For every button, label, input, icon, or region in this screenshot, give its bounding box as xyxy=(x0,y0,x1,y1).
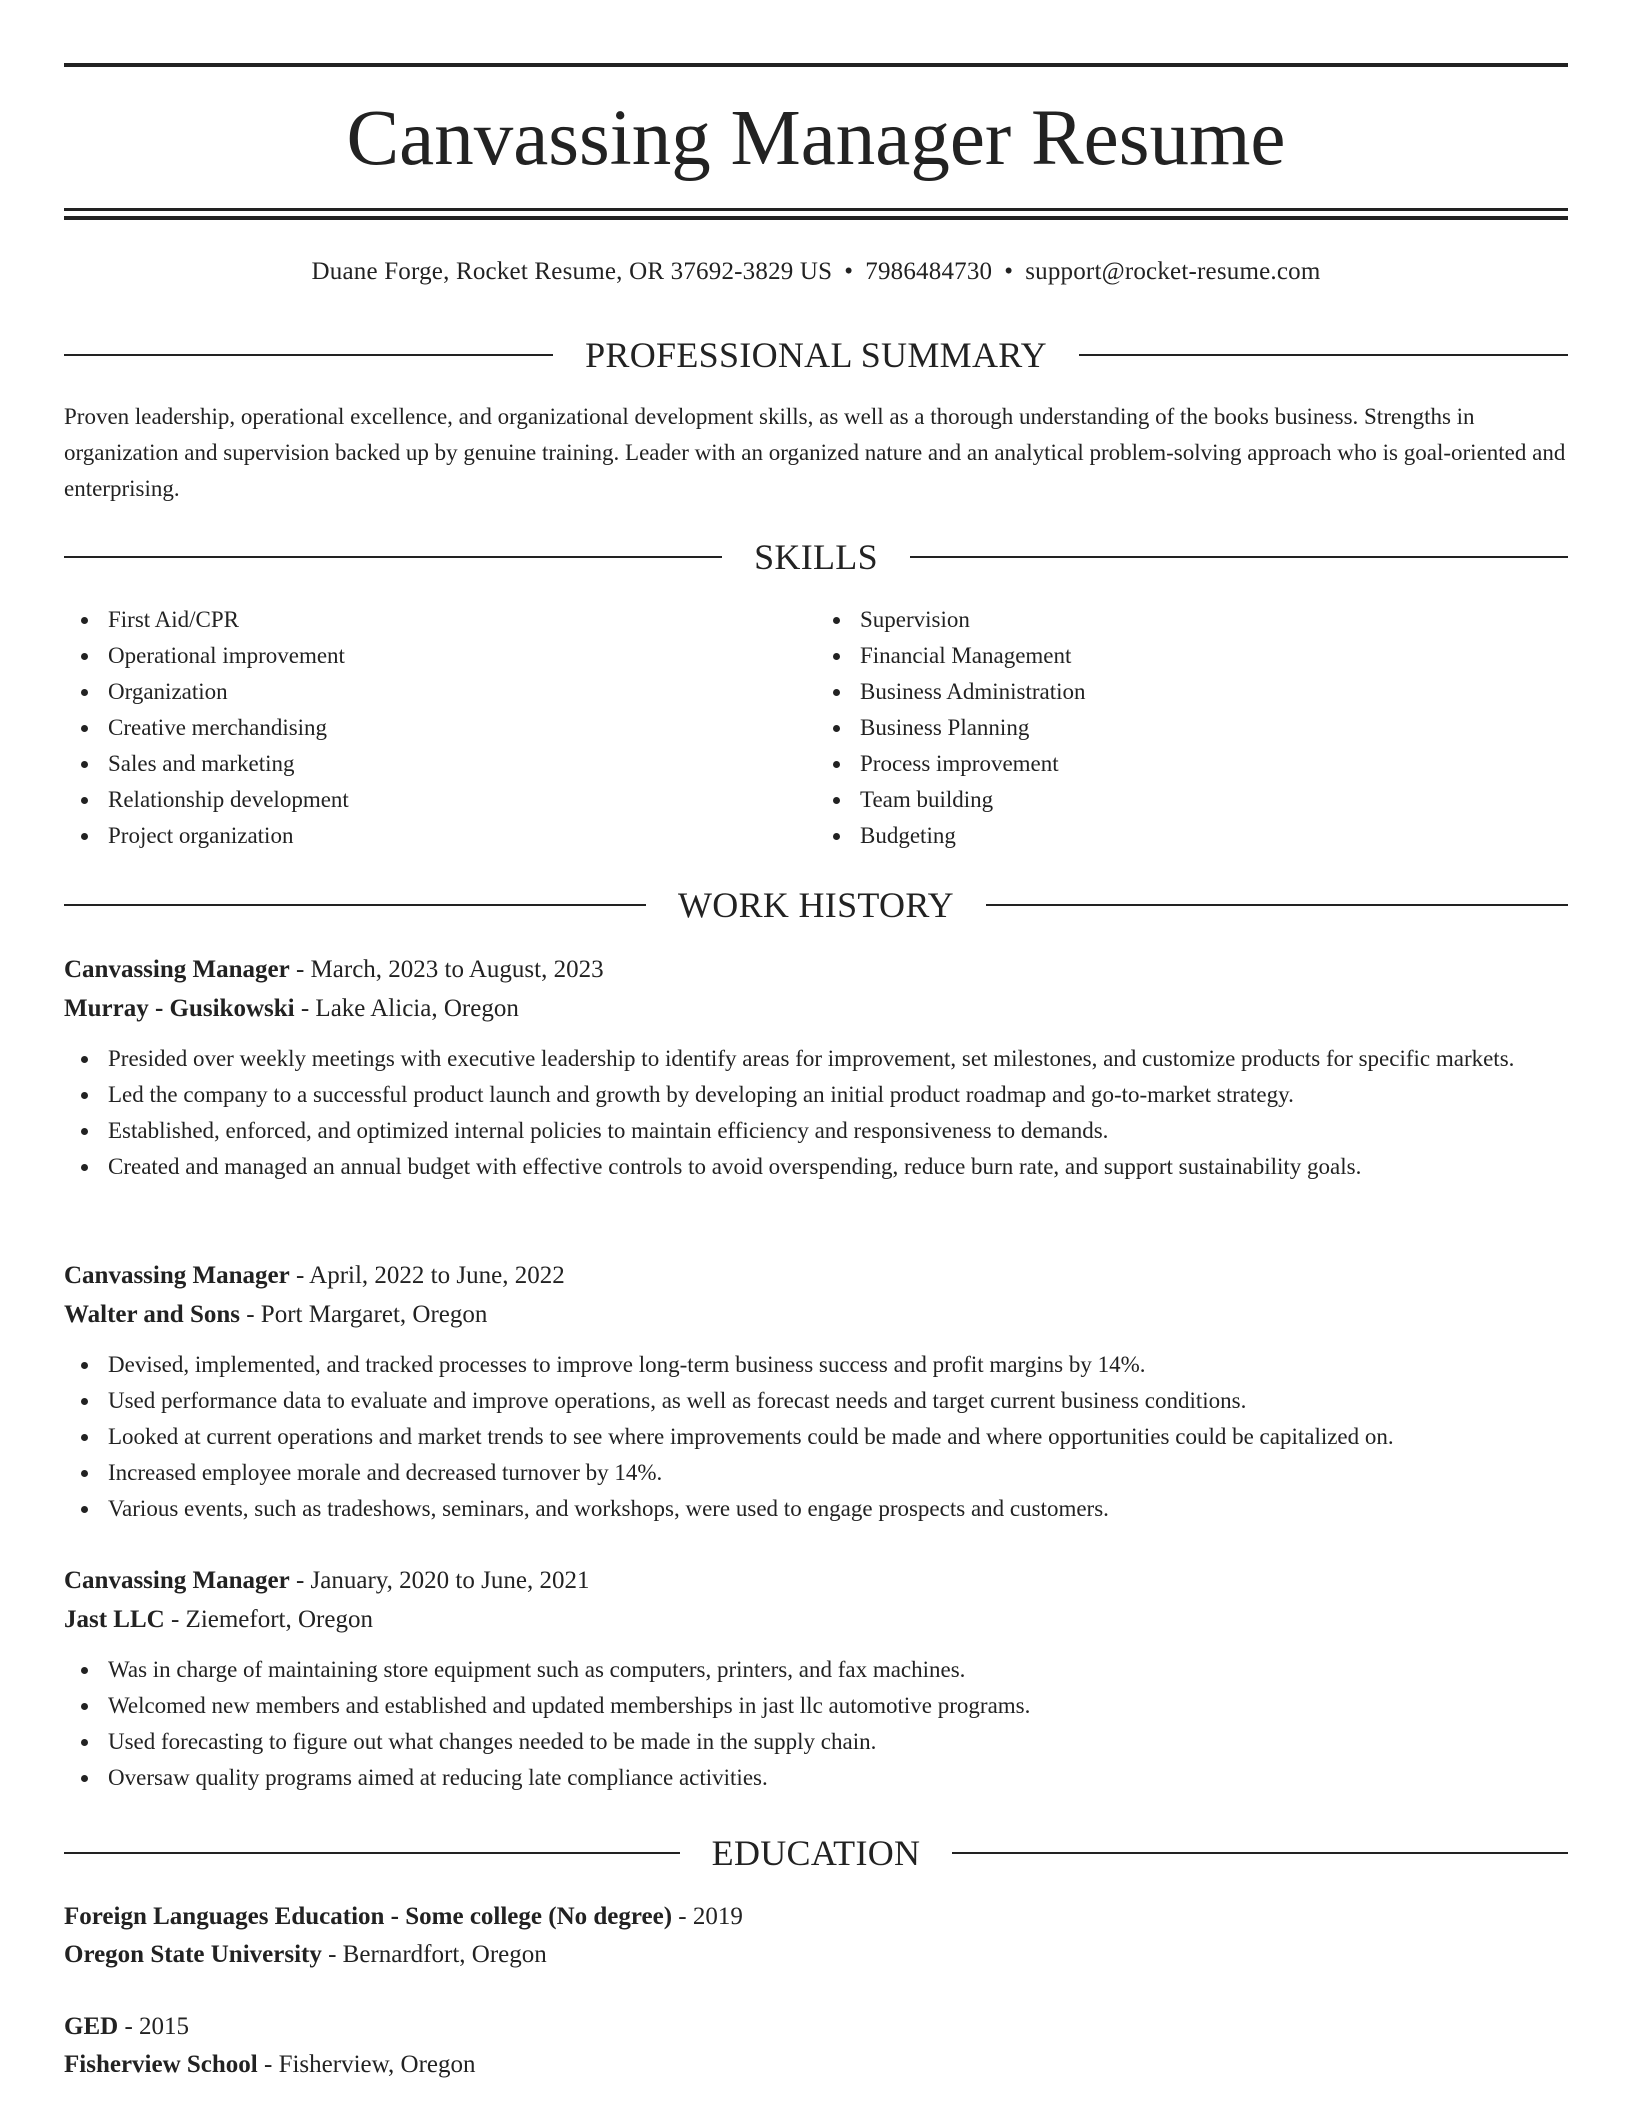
heading-rule xyxy=(64,354,553,356)
job-bullet: Created and managed an annual budget with effective controls to avoid overspending, reduce burn rate, and support sustainability goals. xyxy=(64,1149,1568,1185)
heading-rule xyxy=(910,556,1568,558)
skill-item: Financial Management xyxy=(816,638,1568,674)
heading-rule xyxy=(64,904,646,906)
job-bullet: Led the company to a successful product launch and growth by developing an initial product roadmap and go-to-market strategy. xyxy=(64,1077,1568,1113)
education-heading: EDUCATION xyxy=(711,1833,921,1873)
education-location: - Fisherview, Oregon xyxy=(257,2051,476,2078)
job-title: Canvassing Manager xyxy=(64,1567,290,1594)
skill-item: Process improvement xyxy=(816,746,1568,782)
job-bullet: Welcomed new members and established and updated memberships in jast llc automotive programs. xyxy=(64,1688,1568,1724)
contact-separator: • xyxy=(1004,258,1014,285)
job-location: - Lake Alicia, Oregon xyxy=(294,995,519,1022)
education-entry xyxy=(64,1898,1568,1974)
education-year: - 2019 xyxy=(672,1903,743,1930)
contact-separator: • xyxy=(844,258,854,285)
job-title: Canvassing Manager xyxy=(64,1262,290,1289)
work-section-heading xyxy=(64,883,1568,927)
job-bullet: Presided over weekly meetings with executive leadership to identify areas for improvement, set milestones, and customize products for specific markets. xyxy=(64,1041,1568,1077)
heading-rule xyxy=(64,556,722,558)
education-entry xyxy=(64,2008,1568,2084)
top-rule xyxy=(64,63,1568,67)
skill-item: Supervision xyxy=(816,602,1568,638)
job-dates: - April, 2022 to June, 2022 xyxy=(289,1262,565,1289)
skills-column-right xyxy=(816,602,1568,854)
education-degree-line xyxy=(64,2008,1568,2046)
job-bullet: Used forecasting to figure out what changes needed to be made in the supply chain. xyxy=(64,1724,1568,1760)
skill-item: Business Planning xyxy=(816,710,1568,746)
job-dates: - March, 2023 to August, 2023 xyxy=(289,956,604,983)
job-title-line xyxy=(64,1561,1568,1600)
job-location: - Port Margaret, Oregon xyxy=(239,1301,488,1328)
job-bullet: Devised, implemented, and tracked processes to improve long-term business success and profit margins by 14%. xyxy=(64,1347,1568,1383)
contact-line xyxy=(64,255,1568,289)
education-degree-line xyxy=(64,1898,1568,1936)
education-year: - 2015 xyxy=(118,2013,190,2040)
job-bullet: Established, enforced, and optimized internal policies to maintain efficiency and responsiveness to demands. xyxy=(64,1113,1568,1149)
heading-rule xyxy=(986,904,1568,906)
job-entry xyxy=(64,1256,1568,1527)
job-company: Murray - Gusikowski xyxy=(64,995,295,1022)
education-location: - Bernardfort, Oregon xyxy=(321,1941,547,1968)
skill-item: Sales and marketing xyxy=(64,746,816,782)
contact-address: Duane Forge, Rocket Resume, OR 37692-3829 US xyxy=(311,258,833,285)
job-dates: - January, 2020 to June, 2021 xyxy=(289,1567,590,1594)
education-school-line xyxy=(64,1936,1568,1974)
skills-column-left xyxy=(64,602,816,854)
skills-list xyxy=(64,602,1568,854)
skill-item: Business Administration xyxy=(816,674,1568,710)
job-bullet: Used performance data to evaluate and improve operations, as well as forecast needs and target current business conditions. xyxy=(64,1383,1568,1419)
job-bullet: Was in charge of maintaining store equipment such as computers, printers, and fax machines. xyxy=(64,1652,1568,1688)
job-bullets xyxy=(64,1347,1568,1527)
job-bullets xyxy=(64,1652,1568,1796)
contact-email: support@rocket-resume.com xyxy=(1025,258,1321,285)
job-company-line xyxy=(64,1600,1568,1639)
summary-text: Proven leadership, operational excellence, and organizational development skills, as well as a thorough understanding of the books business. Strengths in organization and supervision backed up by genuine training. Leader with an organized nature and an analytical problem-solving approach who is goal-oriented and enterprising. xyxy=(64,404,1566,501)
skill-item: Team building xyxy=(816,782,1568,818)
job-title-line xyxy=(64,1256,1568,1295)
job-bullets xyxy=(64,1041,1568,1185)
job-bullet: Increased employee morale and decreased turnover by 14%. xyxy=(64,1455,1568,1491)
work-heading: WORK HISTORY xyxy=(678,885,954,925)
resume-title: Canvassing Manager Resume xyxy=(346,95,1286,182)
skill-item: Organization xyxy=(64,674,816,710)
contact-phone: 7986484730 xyxy=(865,258,993,285)
skill-item: Project organization xyxy=(64,818,816,854)
job-company: Walter and Sons xyxy=(64,1301,240,1328)
heading-rule xyxy=(1079,354,1568,356)
education-degree: Foreign Languages Education - Some college (No degree) xyxy=(64,1903,673,1930)
job-company: Jast LLC xyxy=(64,1606,165,1633)
education-school: Fisherview School xyxy=(64,2051,258,2078)
heading-rule xyxy=(952,1852,1568,1854)
job-company-line xyxy=(64,989,1568,1028)
summary-heading: PROFESSIONAL SUMMARY xyxy=(585,335,1047,375)
job-location: - Ziemefort, Oregon xyxy=(164,1606,373,1633)
job-title-line xyxy=(64,950,1568,989)
education-school-line xyxy=(64,2046,1568,2084)
job-entry xyxy=(64,950,1568,1185)
skill-item: First Aid/CPR xyxy=(64,602,816,638)
education-degree: GED xyxy=(64,2013,119,2040)
heading-rule xyxy=(64,1852,680,1854)
job-title: Canvassing Manager xyxy=(64,956,290,983)
job-bullet: Oversaw quality programs aimed at reducing late compliance activities. xyxy=(64,1760,1568,1796)
summary-section-heading xyxy=(64,333,1568,377)
title-double-rule xyxy=(64,208,1568,220)
skill-item: Relationship development xyxy=(64,782,816,818)
skills-heading: SKILLS xyxy=(754,537,878,577)
job-entry xyxy=(64,1561,1568,1796)
education-school: Oregon State University xyxy=(64,1941,322,1968)
education-section-heading xyxy=(64,1831,1568,1875)
skill-item: Operational improvement xyxy=(64,638,816,674)
job-bullet: Looked at current operations and market trends to see where improvements could be made and where opportunities could be capitalized on. xyxy=(64,1419,1568,1455)
skill-item: Creative merchandising xyxy=(64,710,816,746)
skills-section-heading xyxy=(64,535,1568,579)
skill-item: Budgeting xyxy=(816,818,1568,854)
job-bullet: Various events, such as tradeshows, seminars, and workshops, were used to engage prospects and customers. xyxy=(64,1491,1568,1527)
job-company-line xyxy=(64,1295,1568,1334)
